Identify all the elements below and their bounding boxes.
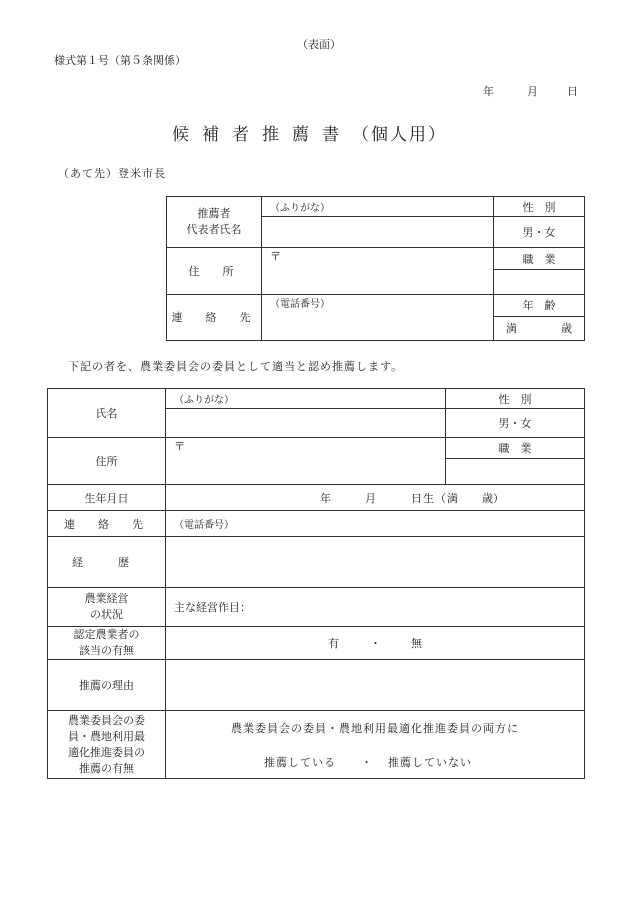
candidate-occupation-label: 職 業 [446,438,585,459]
birth-year: 年 [320,491,331,505]
candidate-reason-field[interactable] [166,660,585,711]
certified-label-line2: 該当の有無 [79,644,134,657]
candidate-career-label: 経 歴 [48,537,166,588]
candidate-phone-field[interactable] [166,511,585,537]
candidate-contact-label: 連 絡 先 [48,511,166,537]
recommender-gender-value[interactable]: 男・女 [494,217,585,248]
recommender-age-prefix: 満 [506,322,517,336]
candidate-occupation-field[interactable] [446,459,585,485]
birth-month: 月 [365,491,376,505]
dual-yes-option[interactable]: 推薦している [264,755,336,769]
candidate-table [47,388,585,779]
candidate-dual-label [48,711,166,779]
dual-statement: 農業委員会の委員・農地利用最適化推進委員の両方に [231,721,519,735]
certified-no-option[interactable]: 無 [411,637,422,650]
farming-label-line1: 農業経営 [84,592,129,605]
candidate-gender-value[interactable]: 男・女 [446,409,585,438]
recommender-address-field[interactable] [262,248,494,294]
candidate-farming-field[interactable] [166,588,585,627]
form-number: 様式第１号（第５条関係） [54,54,186,67]
addressee: （あて先）登米市長 [58,167,166,180]
candidate-birthdate-field[interactable] [166,485,585,511]
recommender-gender-label: 性 別 [494,197,585,217]
candidate-reason-label: 推薦の理由 [48,660,166,711]
farming-main-crops-label: 主な経営作目： [174,601,251,614]
candidate-address-label: 住所 [48,438,166,485]
recommender-table [166,196,585,341]
candidate-dual-field[interactable] [166,711,585,779]
certified-yes-option[interactable]: 有 [328,637,339,650]
recommender-name-label-line2: 代表者氏名 [186,223,242,237]
recommender-address-label: 住 所 [167,248,262,294]
candidate-farming-label [48,588,166,627]
recommender-name-label [167,197,262,248]
farming-label-line2: の状況 [90,608,123,621]
candidate-postal-mark: 〒 [174,440,185,453]
candidate-birthdate-label: 生年月日 [48,485,166,511]
side-note: （表面） [297,38,341,51]
document-title-suffix: （個人用） [352,125,447,145]
document-title-block [172,120,447,145]
recommender-postal-mark: 〒 [270,250,281,264]
candidate-name-field[interactable] [166,409,446,438]
dual-separator: ・ [361,755,372,769]
candidate-name-label: 氏名 [48,389,166,438]
dual-label-line2: 員・農地利用最 [68,729,145,743]
document-title: 候補者推薦書 [172,125,352,145]
candidate-furigana-field[interactable]: （ふりがな） [166,389,446,409]
recommender-age-field[interactable] [494,316,585,340]
candidate-phone-label: （電話番号） [174,520,234,531]
candidate-gender-label: 性 別 [446,389,585,409]
dual-label-line3: 適化推進委員の [68,745,145,759]
recommender-occupation-label: 職 業 [494,248,585,270]
certified-separator: ・ [370,637,381,650]
recommender-name-field[interactable] [262,217,494,248]
recommender-name-label-line1: 推薦者 [197,207,231,221]
candidate-career-field[interactable] [166,537,585,588]
date-year-field[interactable]: 年 [483,85,494,98]
recommendation-statement: 下記の者を、農業委員会の委員として適当と認め推薦します。 [68,360,404,373]
dual-no-option[interactable]: 推薦していない [388,755,472,769]
certified-label-line1: 認定農業者の [73,628,140,641]
birth-age: 歳） [482,491,504,505]
recommender-phone-label: （電話番号） [270,298,330,310]
candidate-certified-field[interactable] [166,627,585,660]
recommender-contact-label: 連 絡 先 [167,294,262,340]
candidate-certified-label [48,627,166,660]
date-month-field[interactable]: 月 [527,85,538,98]
recommender-phone-field[interactable] [262,294,494,340]
date-day-field[interactable]: 日 [567,85,578,98]
birth-day: 日生（満 [411,491,459,505]
candidate-address-field[interactable] [166,438,446,485]
recommender-age-unit: 歳 [561,322,572,336]
recommender-furigana-field[interactable]: （ふりがな） [262,197,494,217]
dual-label-line1: 農業委員会の委 [68,713,145,727]
dual-label-line4: 推薦の有無 [79,761,134,775]
recommender-occupation-field[interactable] [494,270,585,294]
recommender-age-label: 年 齢 [494,294,585,316]
